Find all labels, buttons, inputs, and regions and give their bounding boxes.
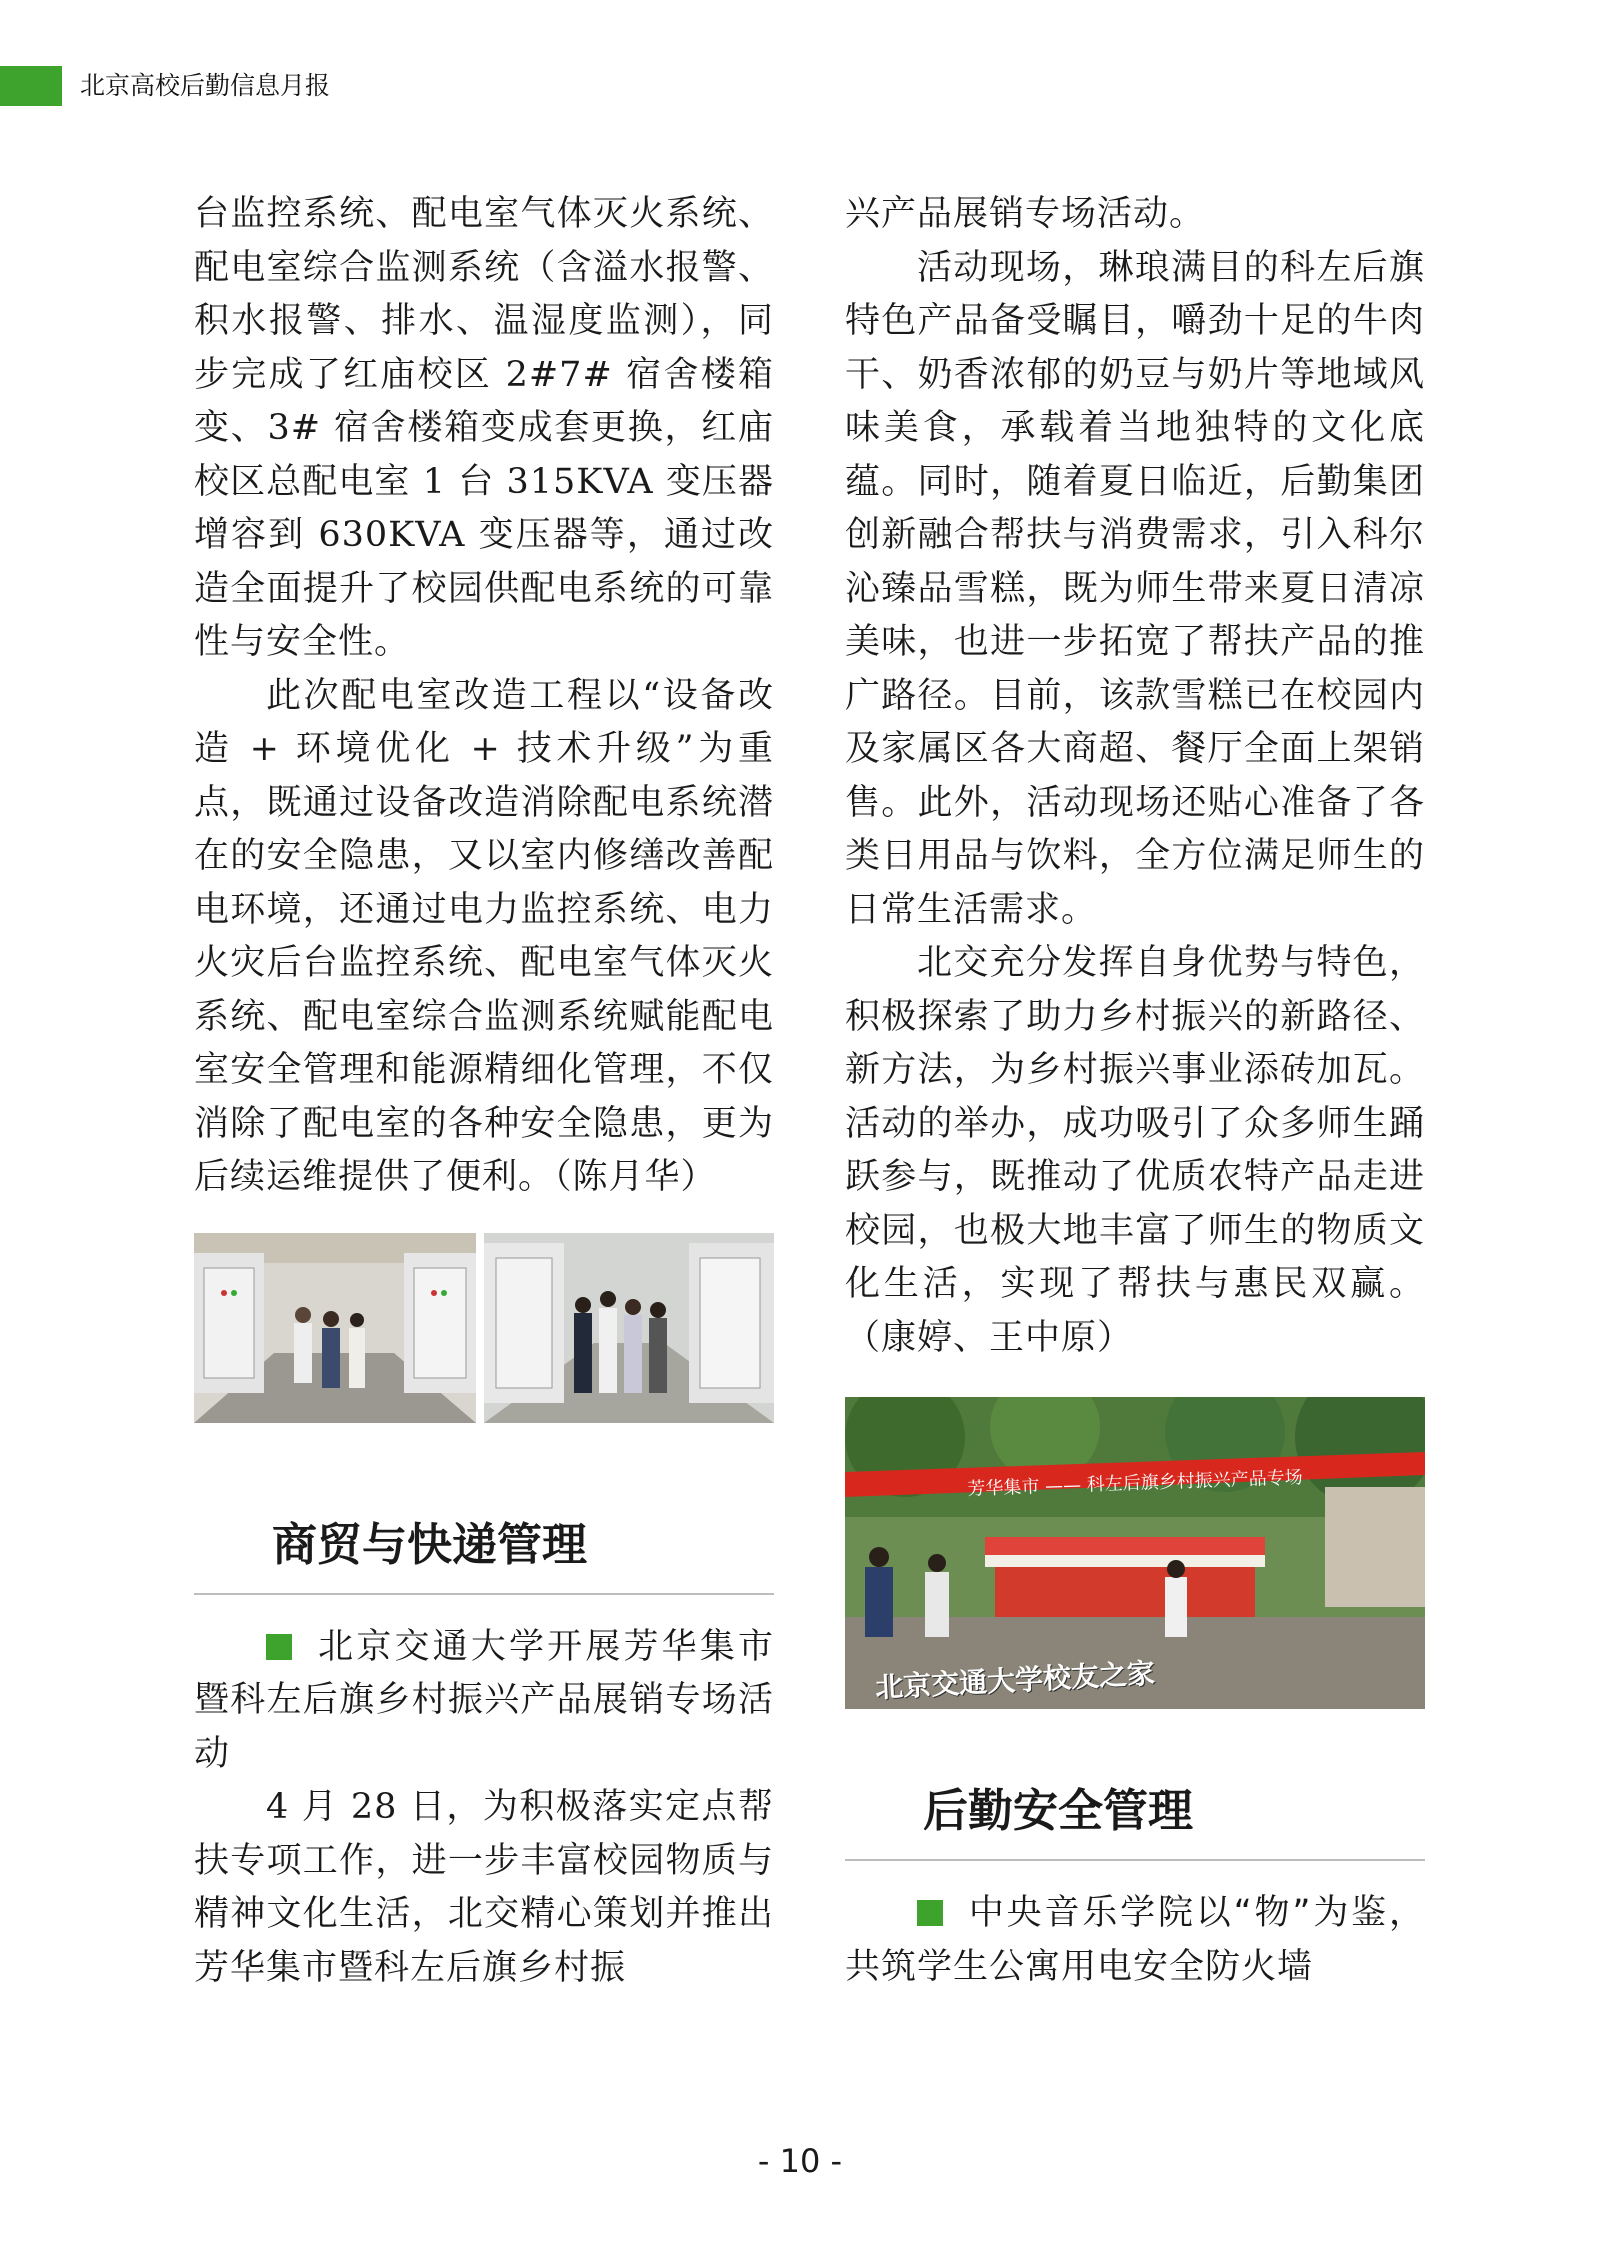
section-title-commerce: 商贸与快递管理 bbox=[272, 1517, 588, 1571]
running-header bbox=[0, 66, 700, 106]
market-photo bbox=[845, 1397, 1425, 1709]
switchroom-photo-2 bbox=[484, 1233, 774, 1423]
left-column bbox=[194, 188, 774, 1995]
article-heading-ccom: 中央音乐学院以“物”为鉴，共筑学生公寓用电安全防火墙 bbox=[845, 1893, 1425, 1987]
left-paragraph-1: 台监控系统、配电室气体灭火系统、配电室综合监测系统（含溢水报警、积水报警、排水、温湿度监测），同步完成了红庙校区 2#7# 宿舍楼箱变、3# 宿舍楼箱变成套更换，红庙校区总配电室 1 台 315KVA 变压器增容到 630KVA 变压器等，通过改造全面提升了校园供配电系统的可靠性与安全性。 bbox=[194, 194, 774, 662]
right-paragraph-2: 活动现场，琳琅满目的科左后旗特色产品备受瞩目，嚼劲十足的牛肉干、奶香浓郁的奶豆与奶片等地域风味美食，承载着当地独特的文化底蕴。同时，随着夏日临近，后勤集团创新融合帮扶与消费需求，引入科尔沁臻品雪糕，既为师生带来夏日清凉美味，也进一步拓宽了帮扶产品的推广路径。目前，该款雪糕已在校园内及家属区各大商超、餐厅全面上架销售。此外，活动现场还贴心准备了各类日用品与饮料，全方位满足师生的日常生活需求。 bbox=[845, 247, 1425, 930]
article-heading-bjtu: 北京交通大学开展芳华集市暨科左后旗乡村振兴产品展销专场活动 bbox=[194, 1626, 774, 1774]
right-paragraph-3: 北交充分发挥自身优势与特色，积极探索了助力乡村振兴的新路径、新方法，为乡村振兴事业添砖加瓦。活动的举办，成功吸引了众多师生踊跃参与，既推动了优质农特产品走进校园，也极大地丰富了师生的物质文化生活，实现了帮扶与惠民双赢。（康婷、王中原） bbox=[845, 943, 1425, 1358]
page-number: - 10 - bbox=[757, 2142, 843, 2180]
right-column bbox=[845, 188, 1425, 1994]
photo-sign-text: 北京交通大学校友之家 bbox=[874, 1656, 1156, 1705]
right-paragraph-1: 兴产品展销专场活动。 bbox=[845, 194, 1206, 234]
photo-banner-text: 芳华集市 —— 科左后旗乡村振兴产品专场 bbox=[967, 1467, 1304, 1500]
switchroom-photo-1 bbox=[194, 1233, 476, 1423]
photo-pair bbox=[194, 1233, 774, 1423]
section-title-safety: 后勤安全管理 bbox=[923, 1784, 1194, 1837]
header-green-bar bbox=[0, 66, 62, 106]
green-square-icon bbox=[266, 1634, 292, 1660]
left-paragraph-2: 此次配电室改造工程以“设备改造 + 环境优化 + 技术升级”为重点，既通过设备改造消除配电系统潜在的安全隐患，又以室内修缮改善配电环境，还通过电力监控系统、电力火灾后台监控系统、配电室气体灭火系统、配电室综合监测系统赋能配电室安全管理和能源精细化管理，不仅消除了配电室的各种安全隐患，更为后续运维提供了便利。（陈月华） bbox=[194, 675, 774, 1197]
publication-title: 北京高校后勤信息月报 bbox=[80, 71, 331, 100]
green-square-icon bbox=[917, 1900, 943, 1926]
left-paragraph-3: 4 月 28 日，为积极落实定点帮扶专项工作，进一步丰富校园物质与精神文化生活，北交精心策划并推出芳华集市暨科左后旗乡村振 bbox=[194, 1787, 774, 1988]
